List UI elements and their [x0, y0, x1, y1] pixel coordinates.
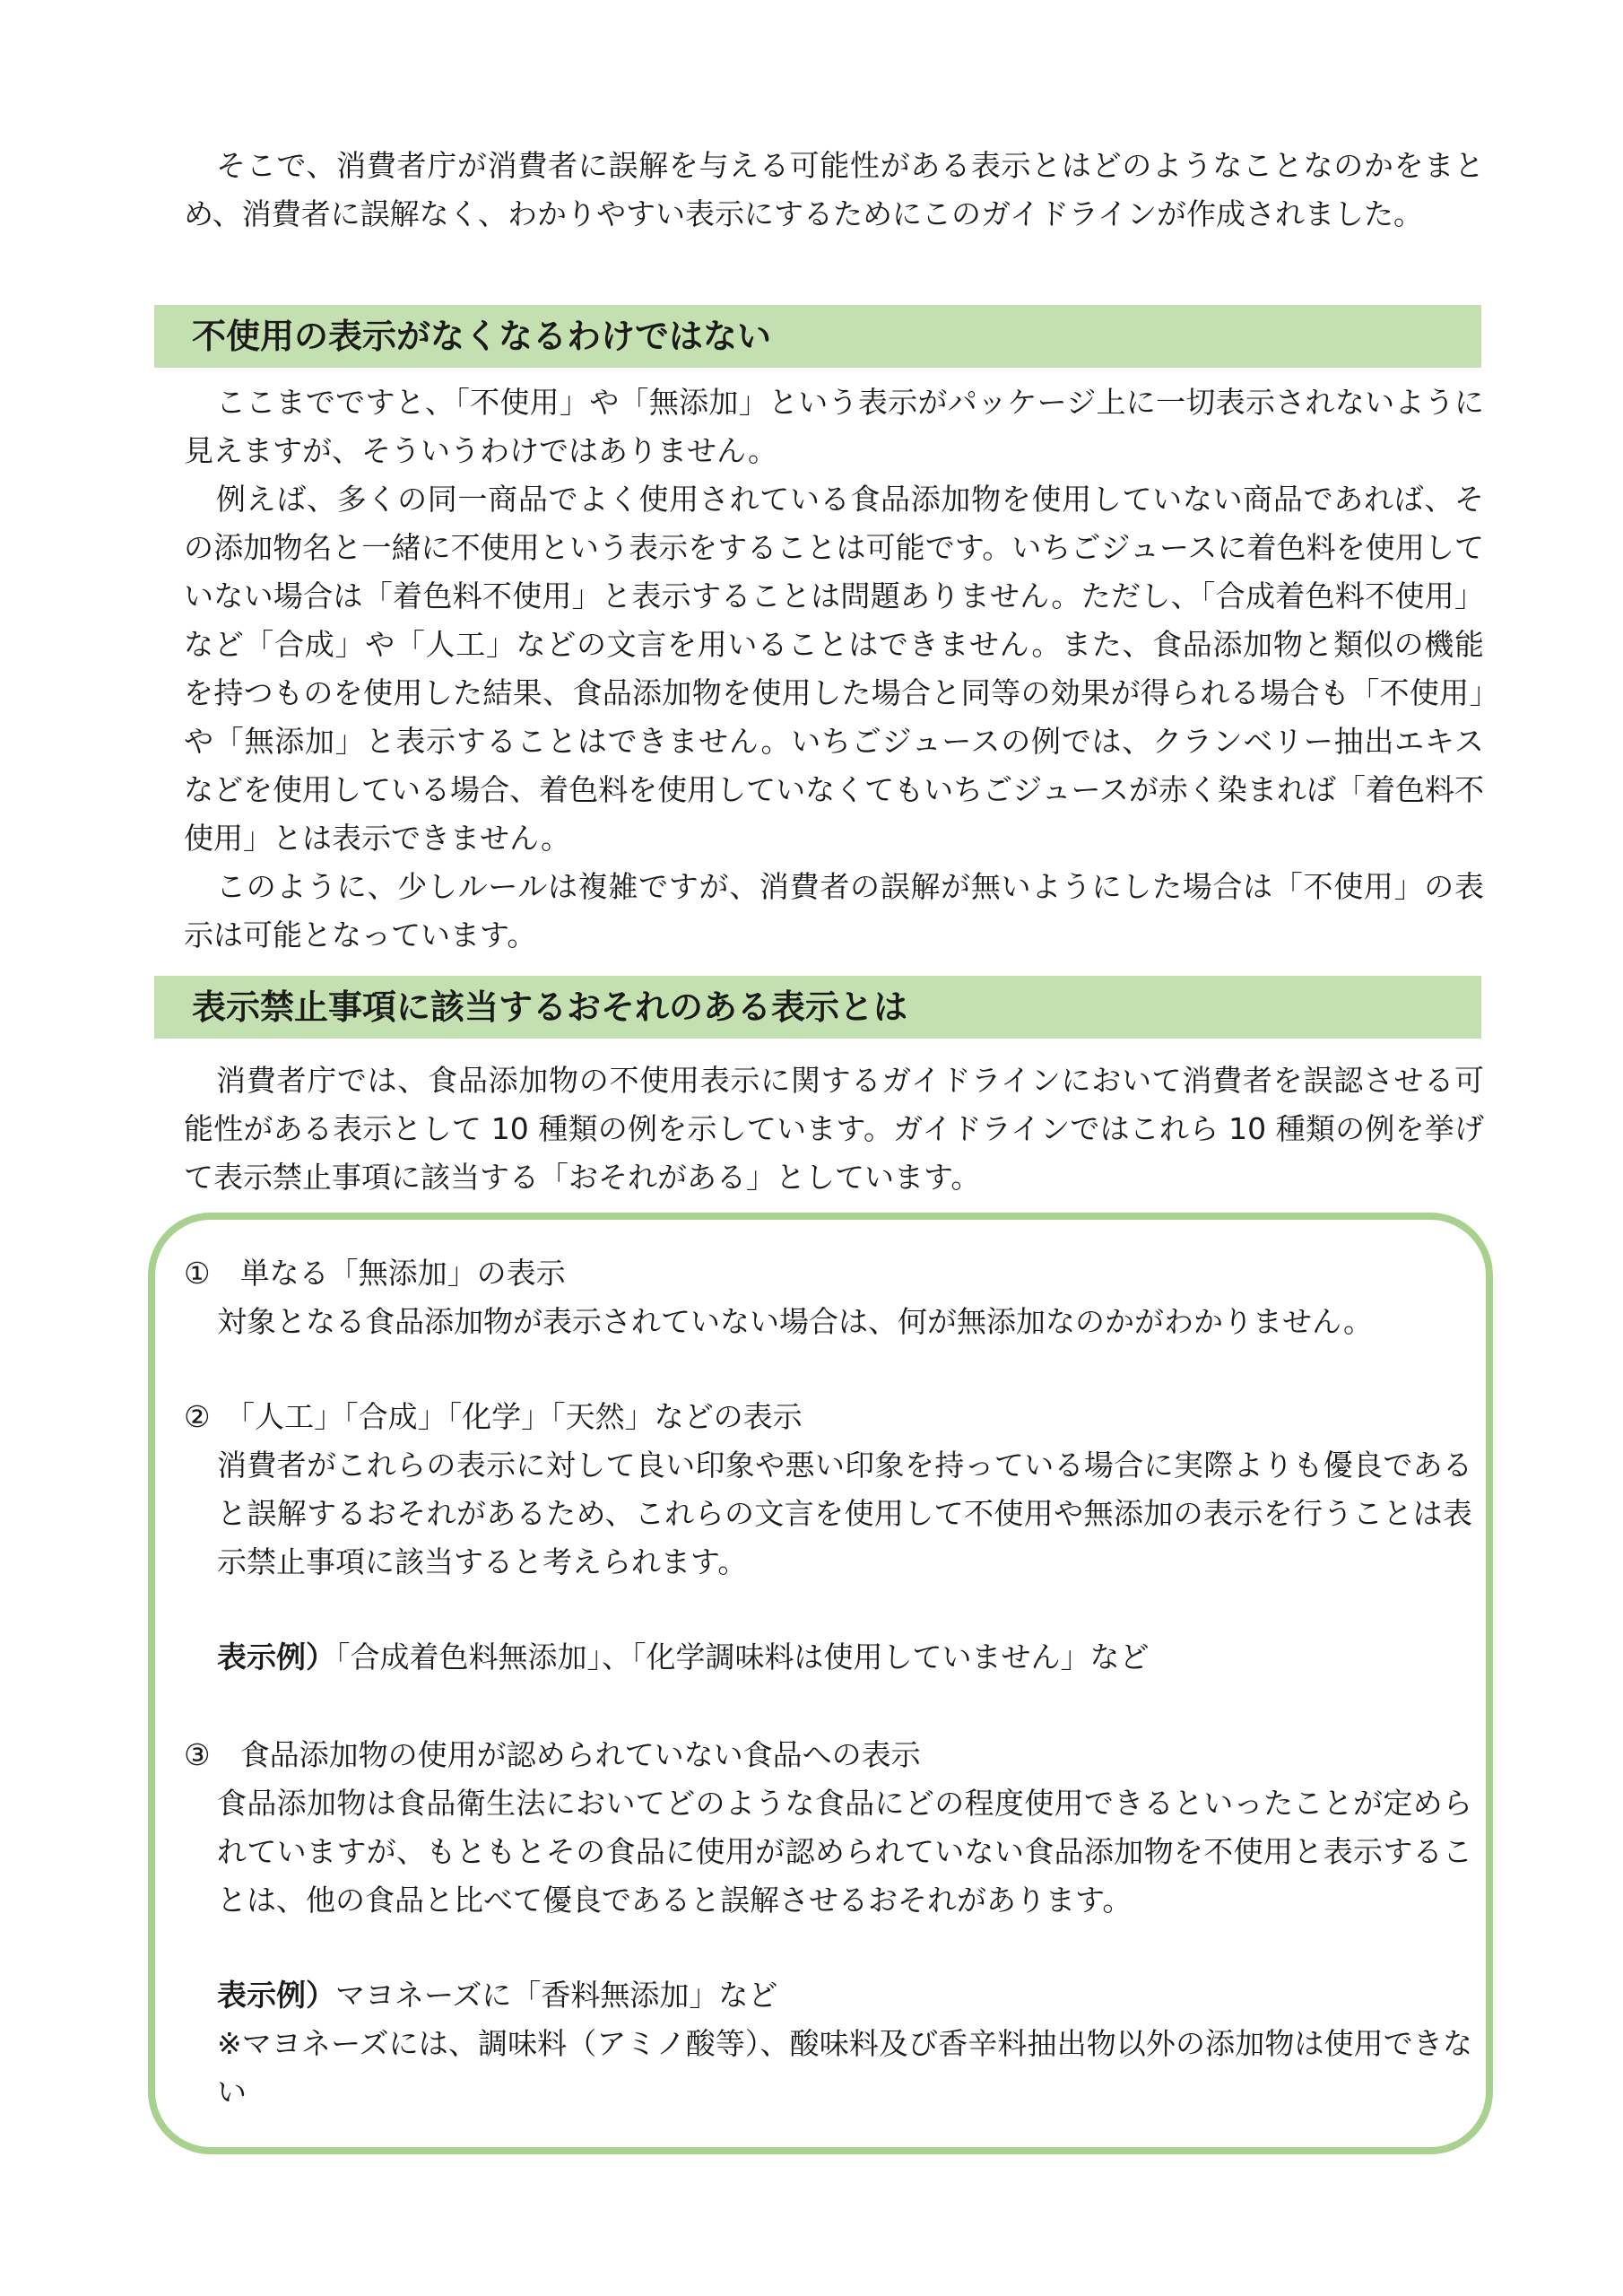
intro-paragraph: そこで、消費者庁が消費者に誤解を与える可能性がある表示とはどのようなことなのかをまとめ、消費者に誤解なく、わかりやすい表示にするためにこのガイドラインが作成されました。: [184, 148, 1484, 231]
item2-example: [217, 1633, 1472, 1682]
section1-paragraph-1: ここまでですと、「不使用」や「無添加」という表示がパッケージ上に一切表示されないように見えますが、そういうわけではありません。: [184, 385, 1484, 468]
item3-note: ※マヨネーズには、調味料（アミノ酸等）、酸味料及び香辛料抽出物以外の添加物は使用できない: [217, 2026, 1472, 2109]
section-heading-non-use: 不使用の表示がなくなるわけではない: [154, 305, 1481, 368]
section2-paragraph: 消費者庁では、食品添加物の不使用表示に関するガイドラインにおいて消費者を誤認させる可能性がある表示として 10 種類の例を示しています。ガイドラインではこれら 10 種類の例を挙げて表示禁止事項に該当する「おそれがある」としています。: [184, 1063, 1484, 1195]
example-text: マヨネーズに「香料無添加」など: [335, 1978, 778, 2013]
item3-body: 食品添加物は食品衛生法においてどのような食品にどの程度使用できるといったことが定められていますが、もともとその食品に使用が認められていない食品添加物を不使用と表示することは、他の食品と比べて優良であると誤解させるおそれがあります。: [217, 1786, 1472, 1918]
item1-body: 対象となる食品添加物が表示されていない場合は、何が無添加なのかがわかりません。: [217, 1304, 1373, 1339]
example-label: 表示例）: [217, 1978, 335, 2013]
item2-title: ② 「人工」「合成」「化学」「天然」などの表示: [184, 1399, 803, 1434]
section-heading-prohibited: 表示禁止事項に該当するおそれのある表示とは: [154, 976, 1481, 1039]
example-text: 「合成着色料無添加」、「化学調味料は使用していません」など: [335, 1639, 1150, 1674]
example-label: 表示例）: [217, 1639, 335, 1674]
item3-title: ③ 食品添加物の使用が認められていない食品への表示: [184, 1737, 921, 1772]
item1-title: ① 単なる「無添加」の表示: [184, 1256, 566, 1291]
section1-paragraph-2: 例えば、多くの同一商品でよく使用されている食品添加物を使用していない商品であれば、その添加物名と一緒に不使用という表示をすることは可能です。いちごジュースに着色料を使用していない場合は「着色料不使用」と表示することは問題ありません。ただし、「合成着色料不使用」など「合成」や「人工」などの文言を用いることはできません。また、食品添加物と類似の機能を持つものを使用した結果、食品添加物を使用した場合と同等の効果が得られる場合も「不使用」や「無添加」と表示することはできません。いちごジュースの例では、クランベリー抽出エキスなどを使用している場合、着色料を使用していなくてもいちごジュースが赤く染まれば「着色料不使用」とは表示できません。: [184, 482, 1484, 856]
item2-body: 消費者がこれらの表示に対して良い印象や悪い印象を持っている場合に実際よりも優良であると誤解するおそれがあるため、これらの文言を使用して不使用や無添加の表示を行うことは表示禁止事項に該当すると考えられます。: [217, 1448, 1472, 1579]
item3-example: [217, 1971, 1472, 2020]
section1-paragraph-3: このように、少しルールは複雑ですが、消費者の誤解が無いようにした場合は「不使用」の表示は可能となっています。: [184, 869, 1484, 952]
